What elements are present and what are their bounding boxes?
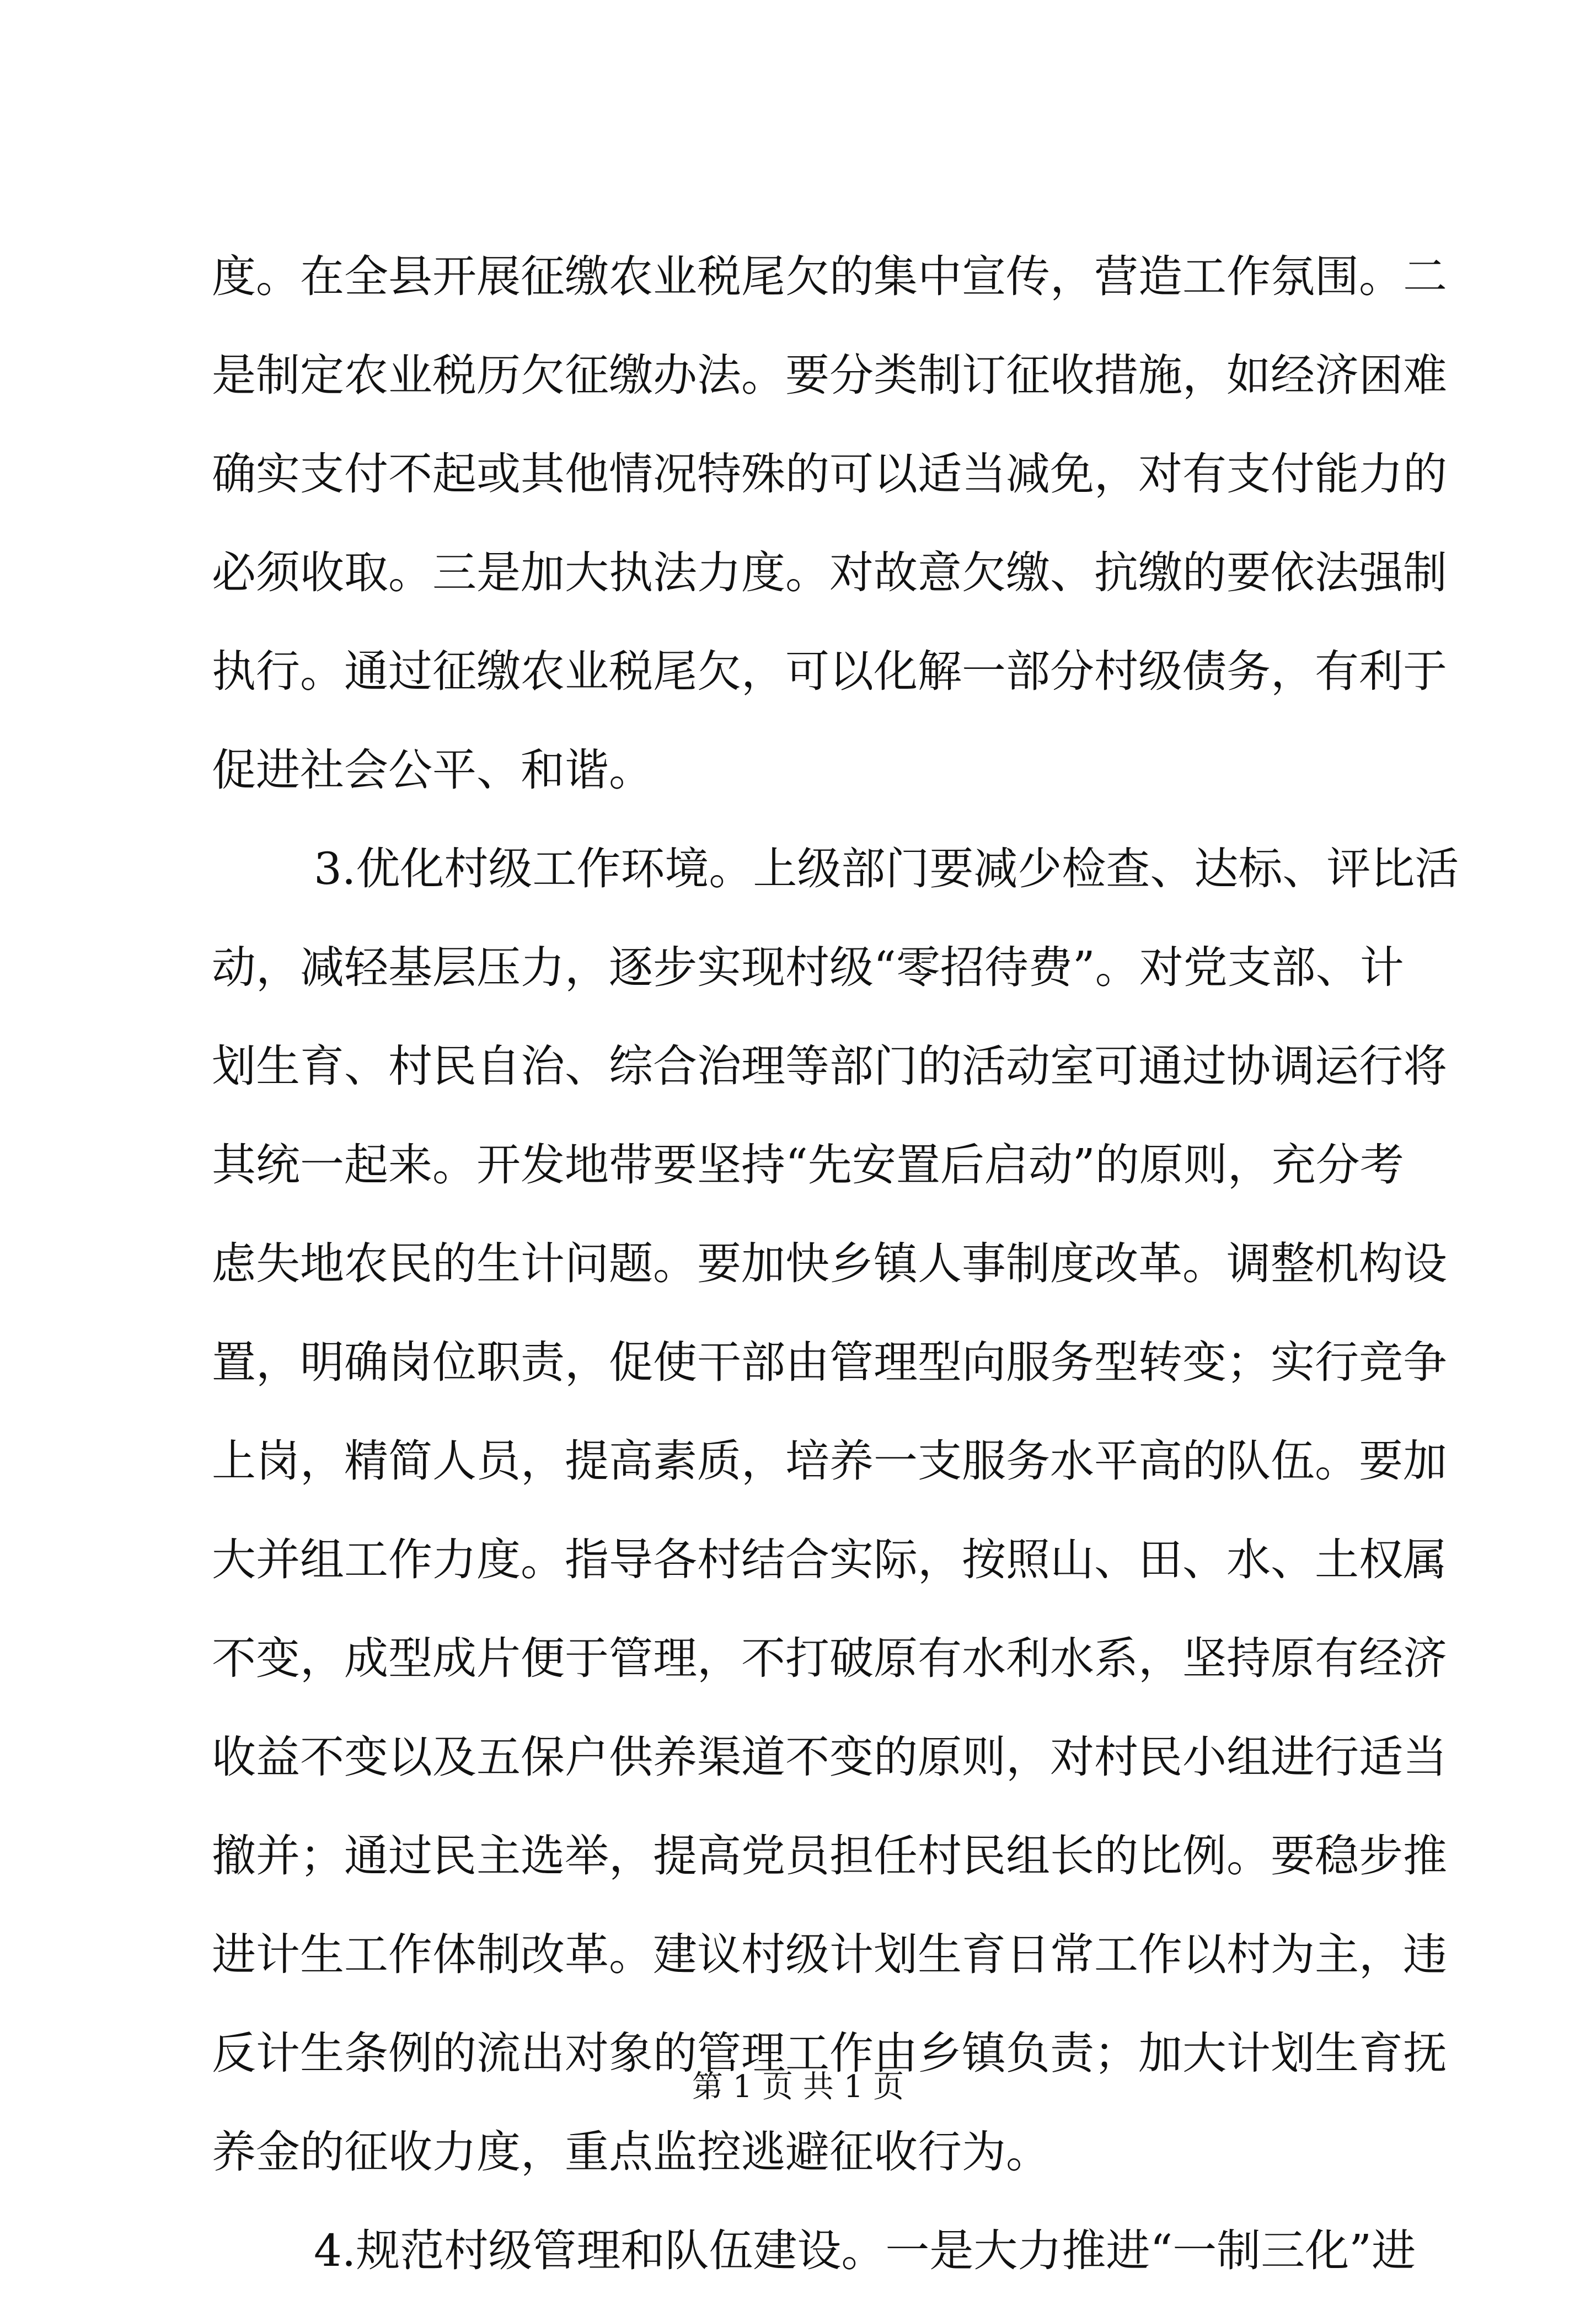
text-line: 动，减轻基层压力，逐步实现村级“零招待费”。对党支部、计 [212,942,1404,993]
text-line: 撤并；通过民主选举，提高党员担任村民组长的比例。要稳步推 [212,1830,1447,1881]
text-line: 确实支付不起或其他情况特殊的可以适当减免，对有支付能力的 [212,448,1447,500]
paragraph-start-line: 4.规范村级管理和队伍建设。一是大力推进“一制三化”进 [314,2225,1416,2276]
text-line: 收益不变以及五保户供养渠道不变的原则，对村民小组进行适当 [212,1731,1447,1783]
text-line: 反计生条例的流出对象的管理工作由乡镇负责；加大计划生育抚 [212,2028,1447,2079]
text-line: 其统一起来。开发地带要坚持“先安置后启动”的原则，充分考 [212,1139,1404,1191]
text-line: 虑失地农民的生计问题。要加快乡镇人事制度改革。调整机构设 [212,1238,1447,1289]
text-line: 不变，成型成片便于管理，不打破原有水利水系，坚持原有经济 [212,1633,1447,1684]
text-line: 度。在全县开展征缴农业税尾欠的集中宣传，营造工作氛围。二 [212,251,1447,302]
text-line: 执行。通过征缴农业税尾欠，可以化解一部分村级债务，有利于 [212,646,1447,697]
paragraph-start-line: 3.优化村级工作环境。上级部门要减少检查、达标、评比活 [314,843,1459,894]
text-line: 养金的征收力度，重点监控逃避征收行为。 [212,2126,1050,2178]
body-text [212,227,1459,2300]
text-line: 上岗，精简人员，提高素质，培养一支服务水平高的队伍。要加 [212,1435,1447,1487]
text-line: 是制定农业税历欠征缴办法。要分类制订征收措施，如经济困难 [212,350,1447,401]
text-line: 置，明确岗位职责，促使干部由管理型向服务型转变；实行竞争 [212,1337,1447,1388]
text-line: 大并组工作力度。指导各村结合实际，按照山、田、水、土权属 [212,1534,1447,1585]
text-line: 促进社会公平、和谐。 [212,744,653,796]
text-line: 进计生工作体制改革。建议村级计划生育日常工作以村为主，违 [212,1929,1447,1980]
page-number: 第 1 页 共 1 页 [692,2069,904,2105]
text-line: 划生育、村民自治、综合治理等部门的活动室可通过协调运行将 [212,1041,1447,1092]
text-line: 必须收取。三是加大执法力度。对故意欠缴、抗缴的要依法强制 [212,547,1447,598]
